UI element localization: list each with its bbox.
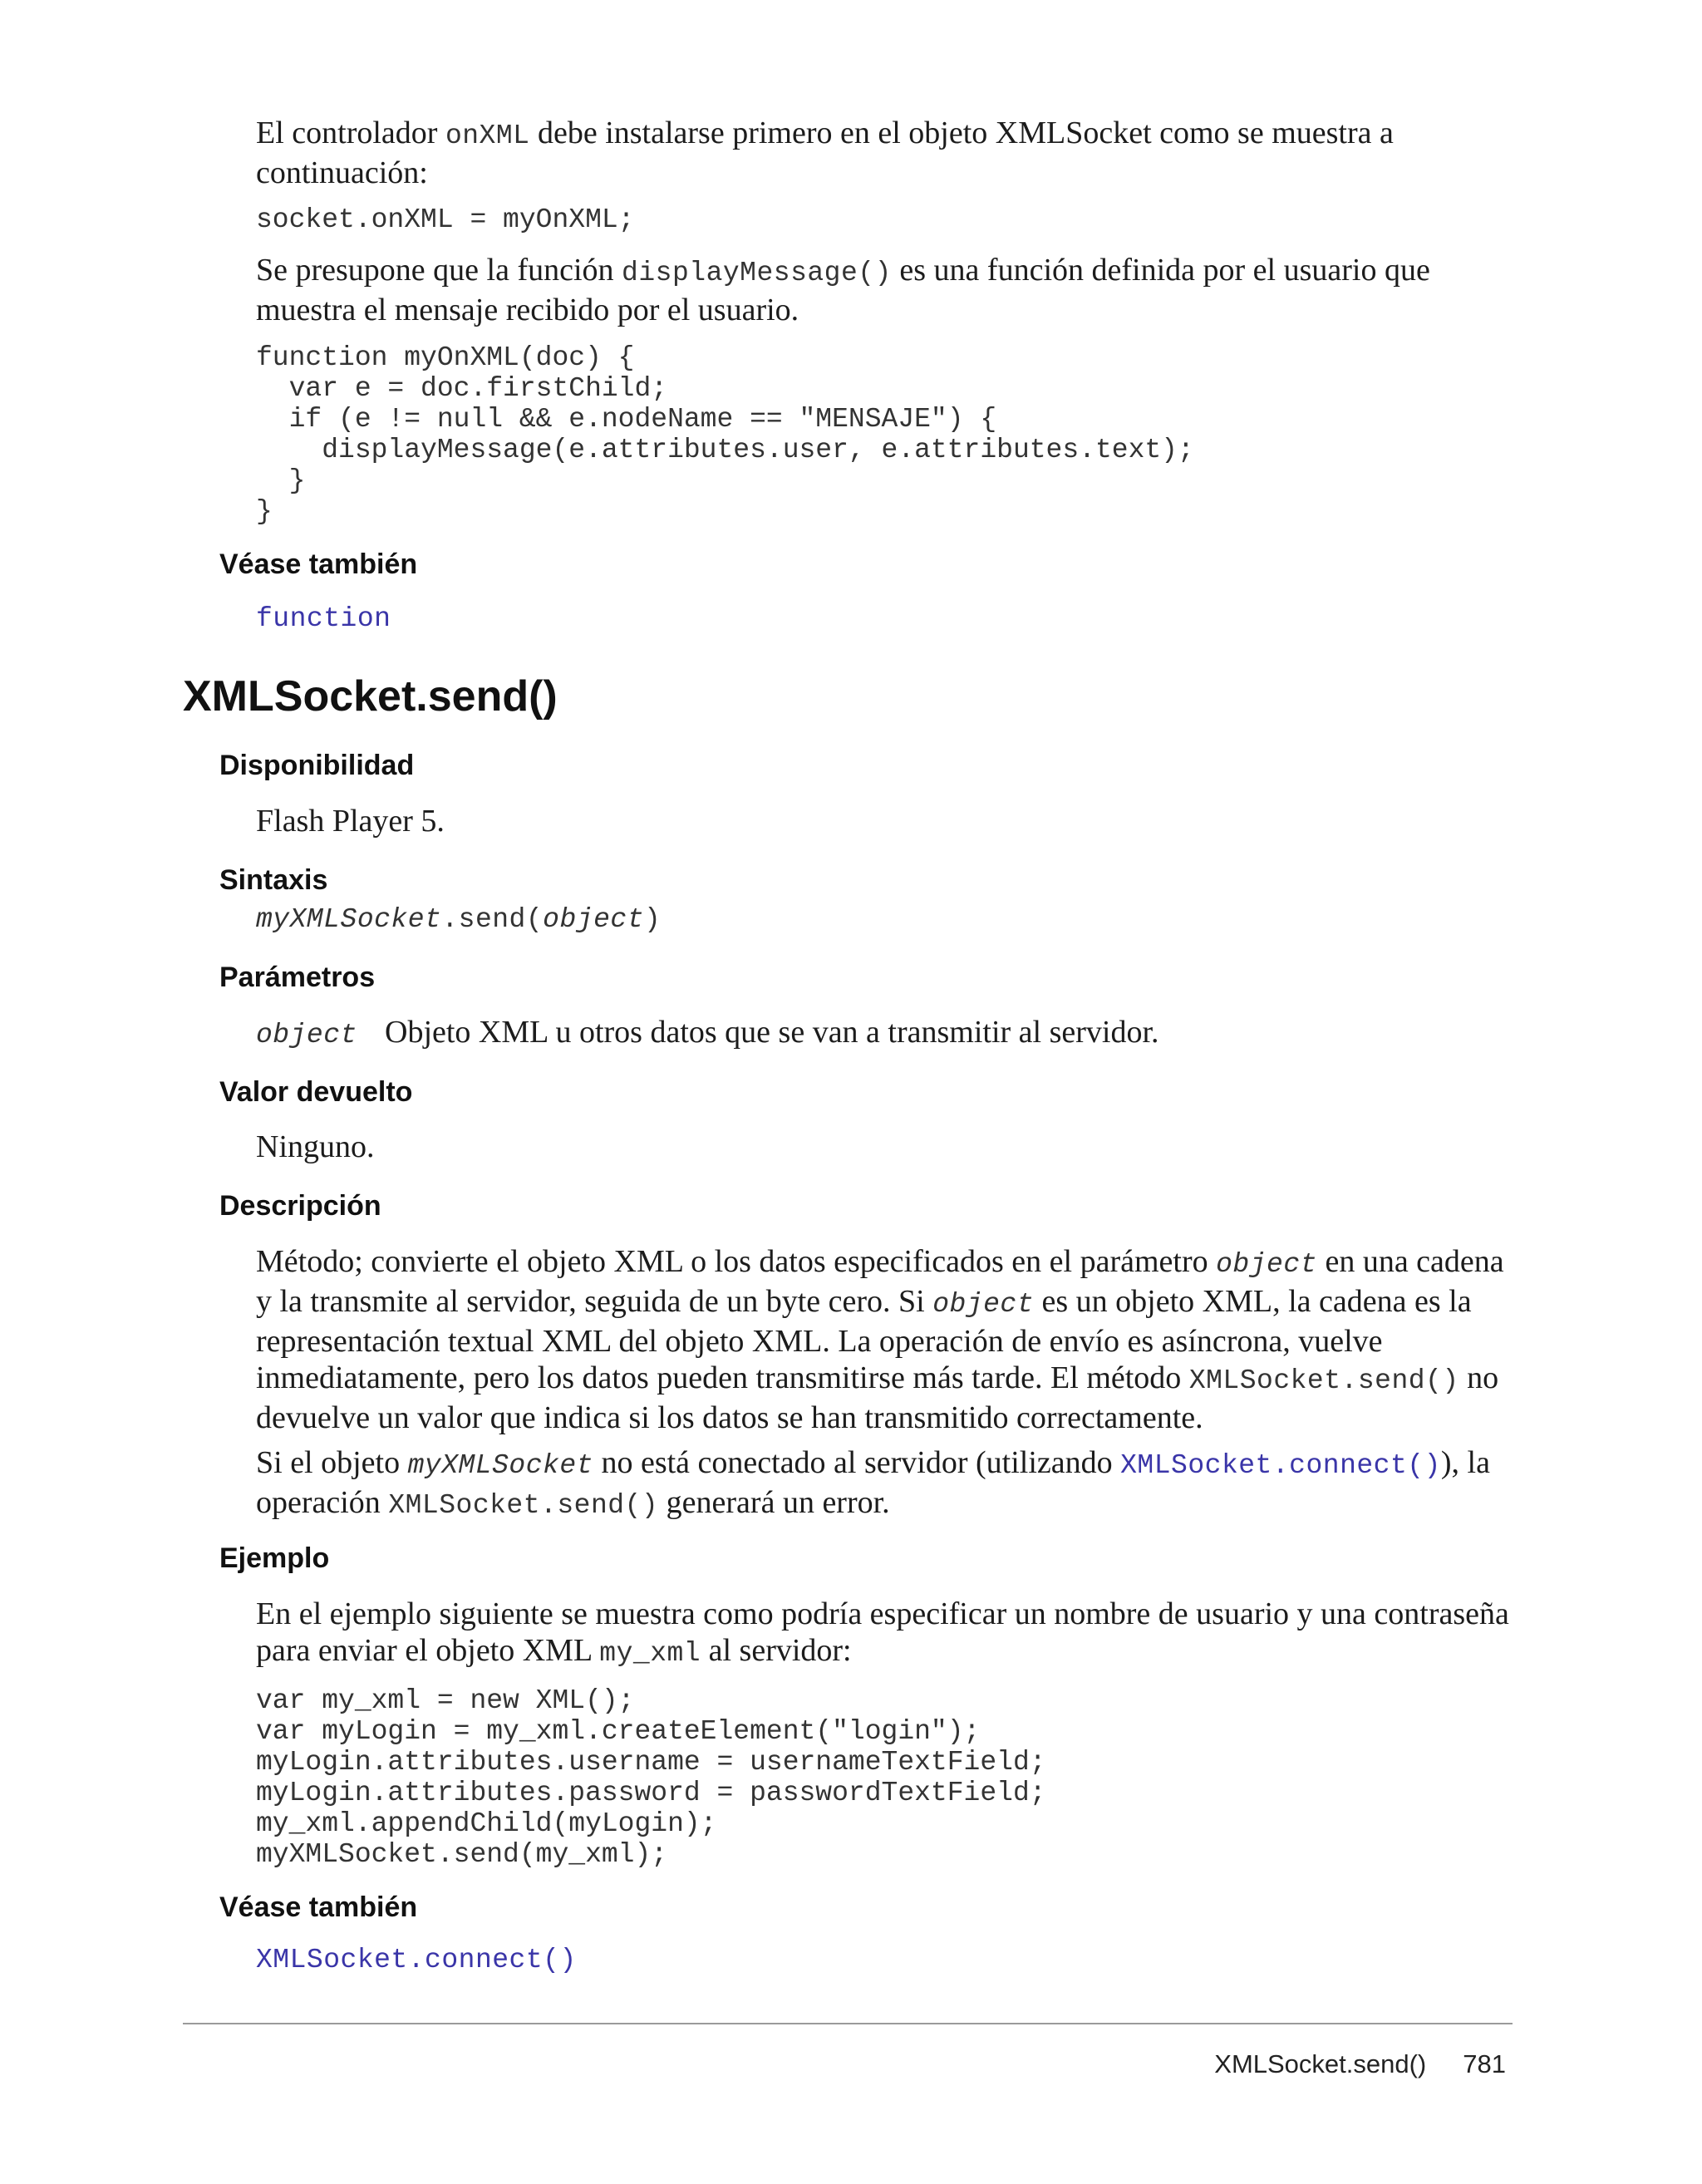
intro-paragraph-1: [256, 115, 1519, 191]
description-paragraph-2: [256, 1444, 1519, 1524]
footer-title: XMLSocket.send(): [1214, 2049, 1427, 2078]
text-run: ), la operación: [256, 1445, 1490, 1520]
syntax-heading: Sintaxis: [219, 864, 328, 896]
parameter-description: Objeto XML u otros datos que se van a transmitir al servidor.: [385, 1015, 1159, 1050]
example-heading: Ejemplo: [219, 1542, 330, 1574]
page-footer: [1214, 2049, 1506, 2079]
parameters-heading: Parámetros: [219, 962, 376, 993]
code-block-1: socket.onXML = myOnXML;: [256, 204, 635, 235]
link-function[interactable]: function: [256, 603, 391, 634]
syntax-param: object: [543, 904, 644, 935]
example-paragraph: [256, 1596, 1519, 1672]
syntax-close: ): [644, 904, 662, 935]
inline-code: myXMLSocket: [407, 1450, 593, 1481]
code-block-2: function myOnXML(doc) { var e = doc.firstChild; if (e != null && e.nodeName == "MENSAJE") { displayMessage(e.attributes.user, e.attributes.text); } }: [256, 342, 1194, 527]
returns-text: Ninguno.: [256, 1129, 375, 1164]
description-heading: Descripción: [219, 1190, 381, 1222]
page-number: 781: [1463, 2049, 1506, 2078]
see-also-heading: Véase también: [219, 548, 418, 580]
syntax-object: myXMLSocket: [256, 904, 442, 935]
link-xmlsocket-connect-2[interactable]: XMLSocket.connect(): [256, 1945, 577, 1975]
text-run: Si el objeto: [256, 1445, 408, 1480]
syntax-line: [256, 904, 1519, 935]
parameter-name: object: [256, 1020, 357, 1050]
availability-heading: Disponibilidad: [219, 750, 415, 781]
inline-code: object: [932, 1289, 1035, 1320]
text-run: El controlador: [256, 116, 445, 150]
text-run: es un objeto XML, la cadena es la representación textual XML del objeto XML. La operación de envío es asíncrona, vuelve inmediatamente, pero los datos pueden transmitirse más tarde. El método: [256, 1284, 1472, 1395]
text-run: Método; convierte el objeto XML o los datos especificados en el parámetro: [256, 1244, 1217, 1279]
see-also-links-2: [256, 1945, 1519, 1975]
inline-code: onXML: [445, 121, 530, 151]
syntax-method: .send(: [441, 904, 544, 935]
text-run: generará un error.: [658, 1485, 890, 1520]
text-run: en una cadena y la transmite al servidor, seguida de un byte cero. Si: [256, 1244, 1504, 1319]
inline-code: displayMessage(): [622, 258, 892, 288]
see-also-heading-2: Véase también: [219, 1891, 418, 1923]
text-run: al servidor:: [701, 1633, 852, 1668]
availability-text: Flash Player 5.: [256, 804, 445, 839]
footer-rule: [183, 2023, 1513, 2024]
description-paragraph-1: [256, 1243, 1519, 1436]
parameter-row: [256, 1014, 1519, 1054]
text-run: es una función definida por el usuario que muestra el mensaje recibido por el usuario.: [256, 253, 1430, 327]
text-run: no devuelve un valor que indica si los datos se han transmitido correctamente.: [256, 1360, 1499, 1435]
text-run: En el ejemplo siguiente se muestra como podría especificar un nombre de usuario y una contraseña para enviar el objeto XML: [256, 1596, 1509, 1668]
text-run: no está conectado al servidor (utilizando: [593, 1445, 1121, 1480]
text-run: Se presupone que la función: [256, 253, 622, 288]
inline-code: XMLSocket.send(): [1188, 1365, 1459, 1396]
intro-paragraph-2: [256, 252, 1519, 328]
text-run: debe instalarse primero en el objeto XMLSocket como se muestra a continuación:: [256, 116, 1394, 190]
inline-code: object: [1216, 1249, 1317, 1280]
returns-heading: Valor devuelto: [219, 1076, 413, 1108]
inline-code: my_xml: [599, 1638, 701, 1669]
link-xmlsocket-connect[interactable]: XMLSocket.connect(): [1120, 1450, 1441, 1481]
section-title: XMLSocket.send(): [183, 672, 558, 721]
code-block-3: var my_xml = new XML(); var myLogin = my_xml.createElement("login"); myLogin.attributes.username = usernameTextField; myLogin.attributes.password = passwordTextField; my_xml.appendChild(myLogin); myXMLSocket.send(my_xml);: [256, 1685, 1046, 1870]
inline-code: XMLSocket.send(): [388, 1490, 659, 1521]
see-also-links: [256, 603, 1519, 634]
